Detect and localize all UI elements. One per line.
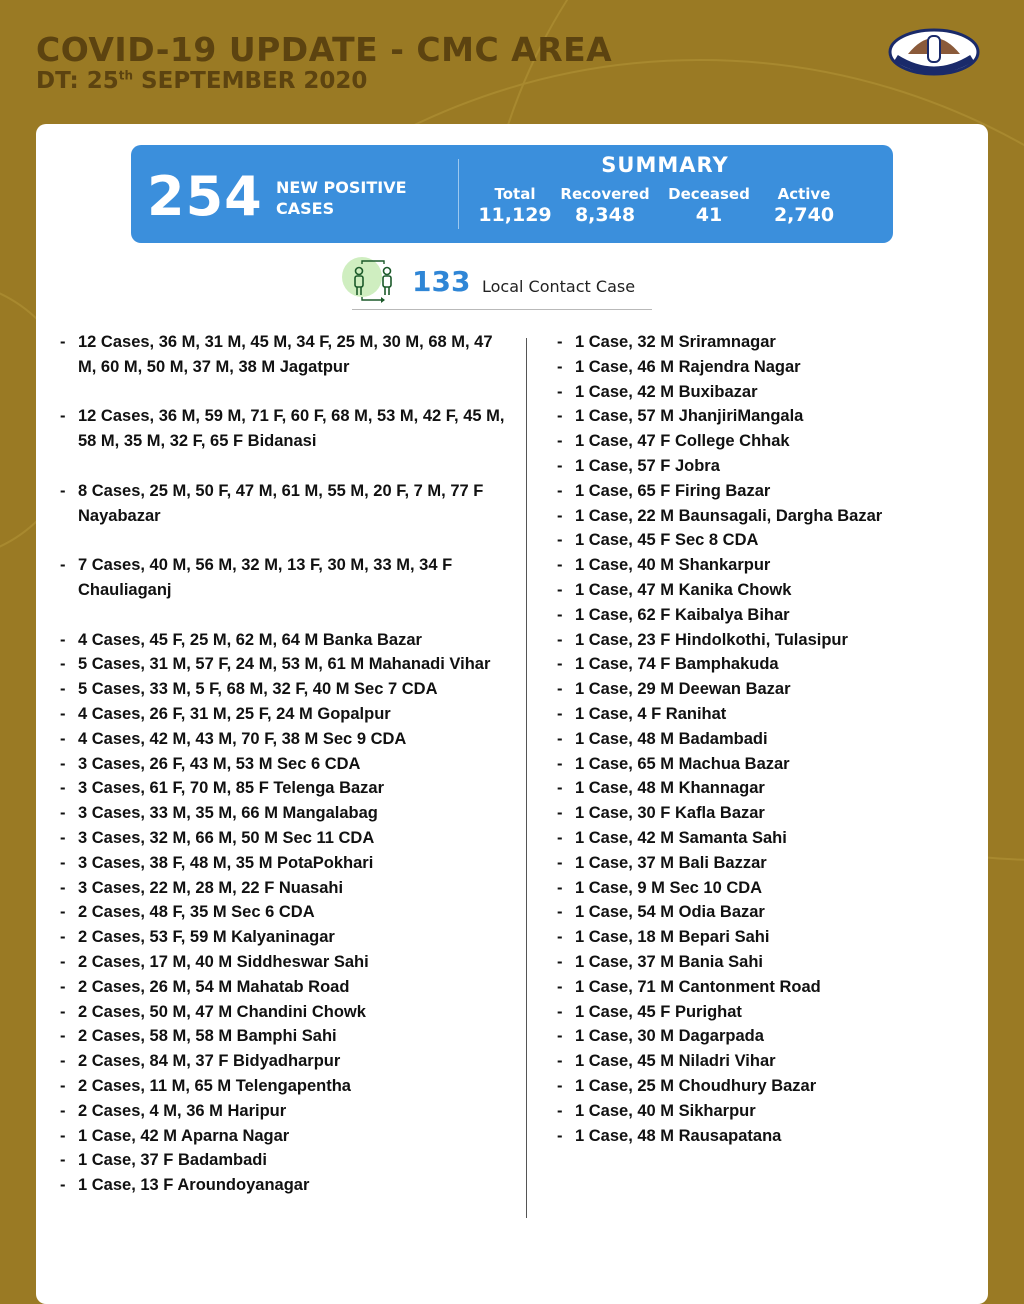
stat-recovered-label: Recovered (560, 185, 650, 203)
date-sup: th (118, 68, 134, 83)
date-suffix: SEPTEMBER 2020 (133, 68, 368, 94)
cmc-logo (886, 24, 982, 88)
list-item: - 2 Cases, 84 M, 37 F Bidyadharpur (56, 1049, 506, 1074)
list-item: - 2 Cases, 4 M, 36 M Haripur (56, 1099, 506, 1124)
content-card (36, 124, 988, 1304)
stat-active-label: Active (777, 185, 831, 203)
list-item: - 2 Cases, 48 F, 35 M Sec 6 CDA (56, 900, 506, 925)
list-item: - 1 Case, 37 M Bania Sahi (553, 950, 973, 975)
stat-total-label: Total (494, 185, 536, 203)
list-item: - 1 Case, 22 M Baunsagali, Dargha Bazar (553, 504, 973, 529)
stat-deceased-label: Deceased (668, 185, 750, 203)
list-item: - 1 Case, 13 F Aroundoyanagar (56, 1173, 506, 1198)
list-item: - 1 Case, 40 M Sikharpur (553, 1099, 973, 1124)
list-item: - 1 Case, 23 F Hindolkothi, Tulasipur (553, 628, 973, 653)
list-item: - 3 Cases, 26 F, 43 M, 53 M Sec 6 CDA (56, 752, 506, 777)
list-item: - 1 Case, 4 F Ranihat (553, 702, 973, 727)
local-contact-row (340, 255, 660, 311)
local-contact-count: 133 (412, 265, 471, 298)
list-item: - 1 Case, 45 F Purighat (553, 1000, 973, 1025)
list-item: - 1 Case, 57 M JhanjiriMangala (553, 404, 973, 429)
list-item: - 1 Case, 48 M Khannagar (553, 776, 973, 801)
list-item: - 2 Cases, 50 M, 47 M Chandini Chowk (56, 1000, 506, 1025)
list-item: - 1 Case, 48 M Badambadi (553, 727, 973, 752)
list-item: - 1 Case, 65 F Firing Bazar (553, 479, 973, 504)
list-item: - 1 Case, 42 M Buxibazar (553, 380, 973, 405)
list-item: - 2 Cases, 11 M, 65 M Telengapentha (56, 1074, 506, 1099)
list-item: - 2 Cases, 53 F, 59 M Kalyaninagar (56, 925, 506, 950)
list-item: - 5 Cases, 31 M, 57 F, 24 M, 53 M, 61 M Mahanadi Vihar (56, 652, 506, 677)
stat-deceased (659, 185, 759, 226)
stat-recovered (550, 185, 660, 226)
list-item: - 8 Cases, 25 M, 50 F, 47 M, 61 M, 55 M, 20 F, 7 M, 77 F Nayabazar (56, 479, 506, 529)
page-date (36, 68, 367, 94)
list-item: - 1 Case, 18 M Bepari Sahi (553, 925, 973, 950)
list-item: - 1 Case, 30 M Dagarpada (553, 1024, 973, 1049)
local-contact-label: Local Contact Case (482, 277, 636, 296)
list-item: - 1 Case, 45 M Niladri Vihar (553, 1049, 973, 1074)
list-item: - 12 Cases, 36 M, 31 M, 45 M, 34 F, 25 M, 30 M, 68 M, 47 M, 60 M, 50 M, 37 M, 38 M Jagatpur (56, 330, 506, 380)
list-item: - 1 Case, 42 M Samanta Sahi (553, 826, 973, 851)
stat-total-value: 11,129 (478, 204, 552, 226)
list-item: - 1 Case, 9 M Sec 10 CDA (553, 876, 973, 901)
list-item: - 1 Case, 71 M Cantonment Road (553, 975, 973, 1000)
list-item: - 1 Case, 74 F Bamphakuda (553, 652, 973, 677)
list-item: - 12 Cases, 36 M, 59 M, 71 F, 60 F, 68 M, 53 M, 42 F, 45 M, 58 M, 35 M, 32 F, 65 F Bidanasi (56, 404, 506, 454)
list-item: - 1 Case, 45 F Sec 8 CDA (553, 528, 973, 553)
stat-active (754, 185, 854, 226)
list-item: - 1 Case, 30 F Kafla Bazar (553, 801, 973, 826)
list-item: - 1 Case, 62 F Kaibalya Bihar (553, 603, 973, 628)
list-item: - 1 Case, 32 M Sriramnagar (553, 330, 973, 355)
list-item: - 4 Cases, 45 F, 25 M, 62 M, 64 M Banka Bazar (56, 628, 506, 653)
stat-deceased-value: 41 (695, 204, 723, 226)
list-item: - 4 Cases, 26 F, 31 M, 25 F, 24 M Gopalpur (56, 702, 506, 727)
list-item: - 2 Cases, 58 M, 58 M Bamphi Sahi (56, 1024, 506, 1049)
list-item: - 1 Case, 48 M Rausapatana (553, 1124, 973, 1149)
list-item: - 1 Case, 57 F Jobra (553, 454, 973, 479)
list-item: - 3 Cases, 22 M, 28 M, 22 F Nuasahi (56, 876, 506, 901)
list-item: - 7 Cases, 40 M, 56 M, 32 M, 13 F, 30 M, 33 M, 34 F Chauliaganj (56, 553, 506, 603)
people-contact-icon (340, 255, 400, 305)
stat-recovered-value: 8,348 (574, 204, 636, 226)
summary-banner (131, 145, 893, 243)
list-item: - 2 Cases, 17 M, 40 M Siddheswar Sahi (56, 950, 506, 975)
list-item: - 1 Case, 47 M Kanika Chowk (553, 578, 973, 603)
stat-active-value: 2,740 (773, 204, 835, 226)
list-item: - 1 Case, 29 M Deewan Bazar (553, 677, 973, 702)
list-item: - 3 Cases, 38 F, 48 M, 35 M PotaPokhari (56, 851, 506, 876)
column-divider (526, 338, 527, 1218)
right-case-list (553, 330, 973, 1148)
list-item: - 1 Case, 65 M Machua Bazar (553, 752, 973, 777)
summary-title: SUMMARY (601, 153, 729, 177)
list-item: - 1 Case, 25 M Choudhury Bazar (553, 1074, 973, 1099)
list-item: - 1 Case, 40 M Shankarpur (553, 553, 973, 578)
banner-divider (458, 159, 459, 229)
new-positive-label: NEW POSITIVE CASES (276, 178, 407, 218)
list-item: - 1 Case, 47 F College Chhak (553, 429, 973, 454)
list-item: - 1 Case, 54 M Odia Bazar (553, 900, 973, 925)
local-contact-underline (352, 309, 652, 310)
list-item: - 1 Case, 37 M Bali Bazzar (553, 851, 973, 876)
list-item: - 1 Case, 37 F Badambadi (56, 1148, 506, 1173)
list-item: - 5 Cases, 33 M, 5 F, 68 M, 32 F, 40 M Sec 7 CDA (56, 677, 506, 702)
list-item: - 3 Cases, 32 M, 66 M, 50 M Sec 11 CDA (56, 826, 506, 851)
new-positive-count: 254 (147, 165, 263, 228)
page-title: COVID-19 UPDATE - CMC AREA (36, 30, 613, 69)
list-item: - 3 Cases, 33 M, 35 M, 66 M Mangalabag (56, 801, 506, 826)
date-prefix: DT: 25 (36, 68, 119, 94)
left-case-list (56, 330, 506, 1198)
list-item: - 2 Cases, 26 M, 54 M Mahatab Road (56, 975, 506, 1000)
list-item: - 3 Cases, 61 F, 70 M, 85 F Telenga Bazar (56, 776, 506, 801)
list-item: - 1 Case, 42 M Aparna Nagar (56, 1124, 506, 1149)
list-item: - 4 Cases, 42 M, 43 M, 70 F, 38 M Sec 9 CDA (56, 727, 506, 752)
list-item: - 1 Case, 46 M Rajendra Nagar (553, 355, 973, 380)
